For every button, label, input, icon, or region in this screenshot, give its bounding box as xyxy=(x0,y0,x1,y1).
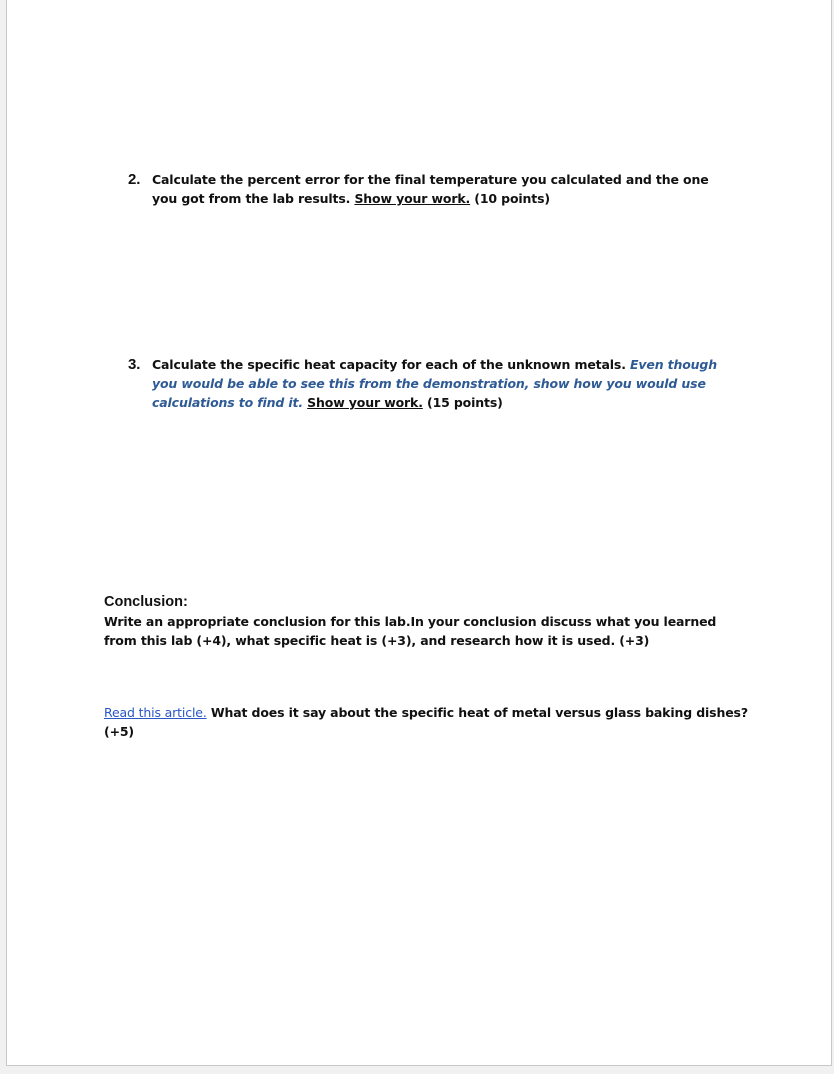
question-3-note: Even though you would be able to see this from the demonstration, show how you would use calculations to find it. xyxy=(152,357,717,410)
question-3-body xyxy=(152,355,732,412)
document-page xyxy=(6,0,832,1066)
conclusion-heading: Conclusion: xyxy=(104,594,188,610)
question-2-body xyxy=(152,170,732,208)
article-link[interactable]: Read this article. xyxy=(104,705,207,720)
question-3-text: Calculate the specific heat capacity for each of the unknown metals. xyxy=(152,357,626,372)
question-2-number: 2. xyxy=(128,171,141,188)
article-question-text: What does it say about the specific heat of metal versus glass baking dishes? (+5) xyxy=(104,705,748,739)
question-3 xyxy=(128,355,768,415)
question-3-show-work: Show your work. xyxy=(307,395,423,410)
question-3-points: (15 points) xyxy=(427,395,503,410)
article-question xyxy=(104,703,754,741)
question-2-show-work: Show your work. xyxy=(354,191,471,206)
question-3-number: 3. xyxy=(128,356,141,373)
question-2-points: (10 points) xyxy=(474,191,550,206)
conclusion-text: Write an appropriate conclusion for this lab.In your conclusion discuss what you learned from this lab (+4), what specific heat is (+3), and research how it is used. (+3) xyxy=(104,614,717,648)
question-2 xyxy=(128,170,768,210)
question-2-text: Calculate the percent error for the final temperature you calculated and the one you got from the lab results. xyxy=(152,172,709,206)
